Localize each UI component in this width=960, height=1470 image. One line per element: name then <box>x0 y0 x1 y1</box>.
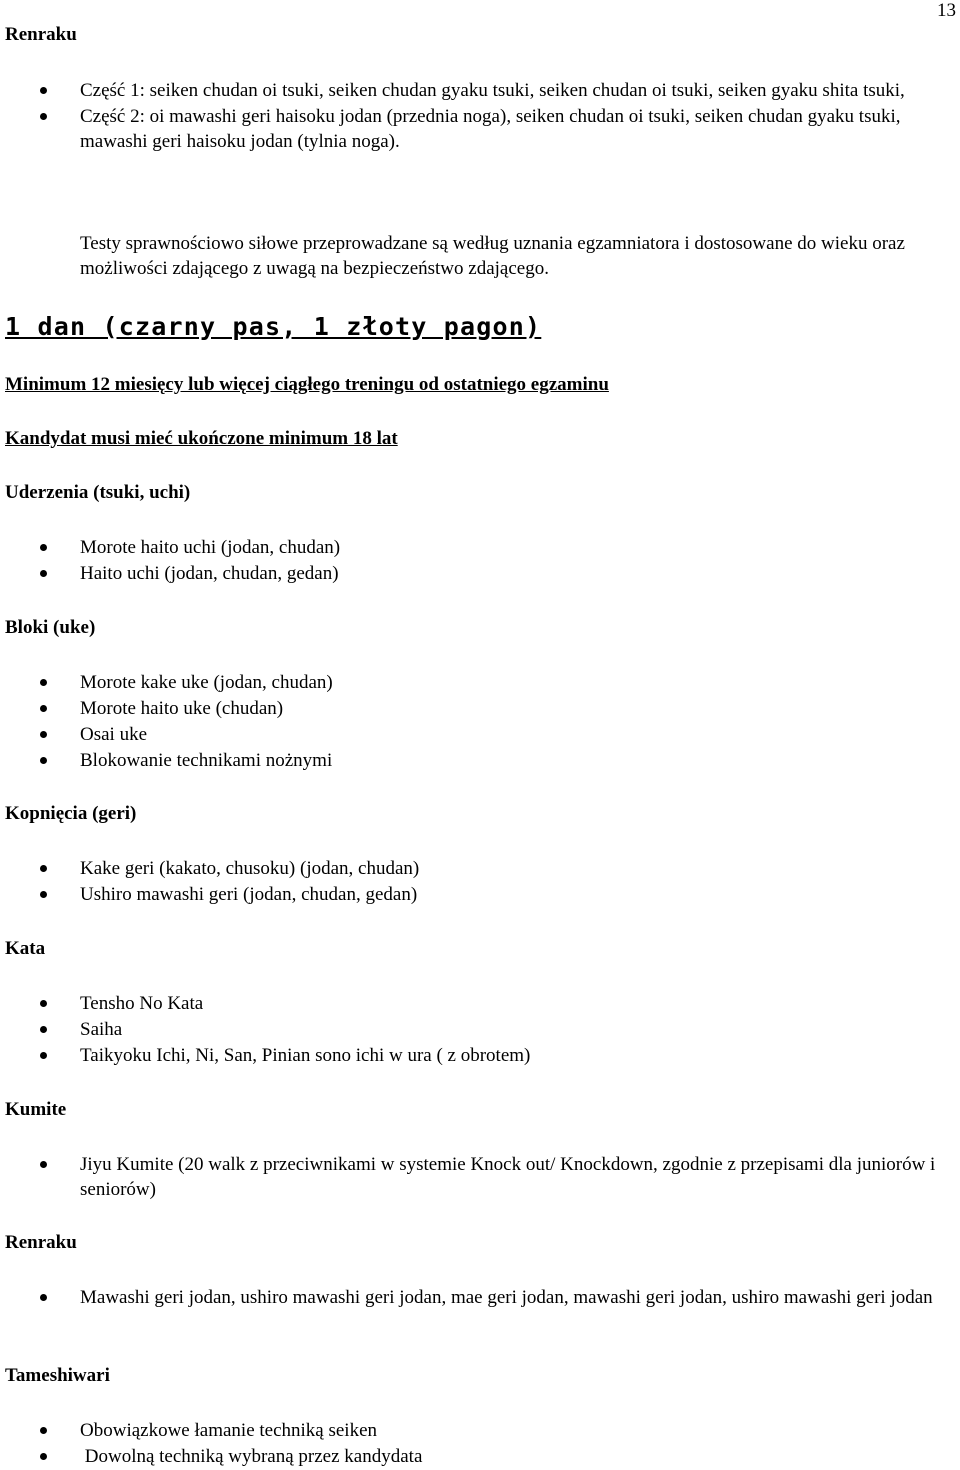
list-item: Dowolną techniką wybraną przez kandydata <box>0 1444 960 1469</box>
heading-uderzenia: Uderzenia (tsuki, uchi) <box>5 482 191 503</box>
requirement-training: Minimum 12 miesięcy lub więcej ciągłego treningu od ostatniego egzaminu <box>5 374 609 395</box>
list-item: Haito uchi (jodan, chudan, gedan) <box>0 561 960 586</box>
list-item: Obowiązkowe łamanie techniką seiken <box>0 1418 960 1443</box>
list-item: Osai uke <box>0 722 960 747</box>
bullet-icon <box>40 1052 47 1059</box>
bullet-icon <box>40 87 47 94</box>
page-number: 13 <box>937 0 956 21</box>
list-renraku-top <box>0 78 960 155</box>
heading-tameshiwari: Tameshiwari <box>5 1365 110 1386</box>
bullet-icon <box>40 757 47 764</box>
list-item: Ushiro mawashi geri (jodan, chudan, gedan) <box>0 882 960 907</box>
bullet-icon <box>40 1427 47 1434</box>
list-item: Jiyu Kumite (20 walk z przeciwnikami w systemie Knock out/ Knockdown, zgodnie z przepisami dla juniorów i seniorów) <box>0 1152 960 1202</box>
list-item: Saiha <box>0 1017 960 1042</box>
requirement-age: Kandydat musi mieć ukończone minimum 18 lat <box>5 428 398 449</box>
bullet-icon <box>40 1161 47 1168</box>
bullet-icon <box>40 113 47 120</box>
bullet-icon <box>40 1453 47 1460</box>
bullet-icon <box>40 1000 47 1007</box>
list-item: Morote kake uke (jodan, chudan) <box>0 670 960 695</box>
dan-title: 1 dan (czarny pas, 1 złoty pagon) <box>5 312 542 341</box>
heading-renraku-top: Renraku <box>5 24 77 45</box>
list-item: Morote haito uke (chudan) <box>0 696 960 721</box>
bullet-icon <box>40 679 47 686</box>
heading-renraku: Renraku <box>5 1232 77 1253</box>
heading-kumite: Kumite <box>5 1099 67 1120</box>
bullet-icon <box>40 865 47 872</box>
list-kata <box>0 991 960 1069</box>
list-item: Część 2: oi mawashi geri haisoku jodan (przednia noga), seiken chudan oi tsuki, seiken chudan gyaku tsuki, mawashi geri haisoku jodan (tylnia noga). <box>0 104 960 154</box>
note-paragraph: Testy sprawnościowo siłowe przeprowadzane są według uznania egzamniatora i dostosowane do wieku oraz możliwości zdającego z uwagą na bezpieczeństwo zdającego. <box>80 233 905 279</box>
heading-kata: Kata <box>5 938 46 959</box>
heading-bloki: Bloki (uke) <box>5 617 96 638</box>
list-item: Taikyoku Ichi, Ni, San, Pinian sono ichi w ura ( z obrotem) <box>0 1043 960 1068</box>
list-item: Część 1: seiken chudan oi tsuki, seiken chudan gyaku tsuki, seiken chudan oi tsuki, seiken gyaku shita tsuki, <box>0 78 960 103</box>
bullet-icon <box>40 731 47 738</box>
bullet-icon <box>40 891 47 898</box>
list-renraku <box>0 1285 960 1311</box>
list-bloki <box>0 670 960 774</box>
bullet-icon <box>40 1026 47 1033</box>
list-kopniecia <box>0 856 960 908</box>
list-item: Mawashi geri jodan, ushiro mawashi geri jodan, mae geri jodan, mawashi geri jodan, ushiro mawashi geri jodan <box>0 1285 960 1310</box>
bullet-icon <box>40 544 47 551</box>
list-uderzenia <box>0 535 960 587</box>
bullet-icon <box>40 570 47 577</box>
list-kumite <box>0 1152 960 1203</box>
list-item: Tensho No Kata <box>0 991 960 1016</box>
bullet-icon <box>40 1294 47 1301</box>
list-item: Morote haito uchi (jodan, chudan) <box>0 535 960 560</box>
bullet-icon <box>40 705 47 712</box>
heading-kopniecia: Kopnięcia (geri) <box>5 803 137 824</box>
list-item: Blokowanie technikami nożnymi <box>0 748 960 773</box>
list-item: Kake geri (kakato, chusoku) (jodan, chudan) <box>0 856 960 881</box>
list-tameshiwari <box>0 1418 960 1470</box>
